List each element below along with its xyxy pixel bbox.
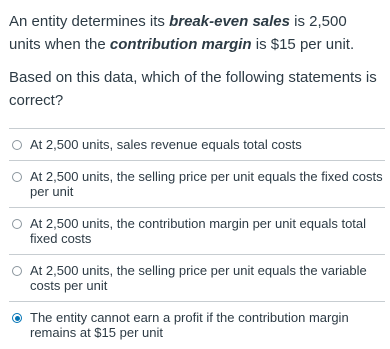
- question-text-part: is 2,500 units when the: [9, 13, 347, 53]
- radio-button-selected[interactable]: [12, 313, 22, 323]
- answer-option-3[interactable]: [9, 207, 385, 254]
- answer-option-2[interactable]: [9, 160, 385, 207]
- answer-label: At 2,500 units, the selling price per unit equals the fixed costs per unit: [30, 169, 383, 199]
- question-emphasis-break-even: break-even sales: [169, 13, 290, 30]
- answer-label: The entity cannot earn a profit if the contribution margin remains at $15 per unit: [30, 310, 349, 340]
- question-text-part: An entity determines its: [9, 13, 170, 30]
- answer-label: At 2,500 units, the contribution margin per unit equals total fixed costs: [30, 216, 367, 246]
- radio-button[interactable]: [12, 172, 22, 182]
- answer-option-4[interactable]: [9, 254, 385, 301]
- question-text: [9, 10, 382, 56]
- answer-list: [9, 128, 385, 349]
- answer-label: At 2,500 units, the selling price per unit equals the variable costs per unit: [30, 263, 367, 293]
- question-prompt: Based on this data, which of the following statements is correct?: [9, 69, 377, 109]
- answer-label: At 2,500 units, sales revenue equals total costs: [30, 137, 302, 152]
- radio-button[interactable]: [12, 219, 22, 229]
- answer-option-5[interactable]: [9, 301, 385, 349]
- radio-button[interactable]: [12, 266, 22, 276]
- question-text-part: is $15 per unit.: [251, 36, 355, 53]
- answer-option-1[interactable]: [9, 128, 385, 160]
- radio-button[interactable]: [12, 140, 22, 150]
- question-emphasis-contribution-margin: contribution margin: [109, 36, 252, 53]
